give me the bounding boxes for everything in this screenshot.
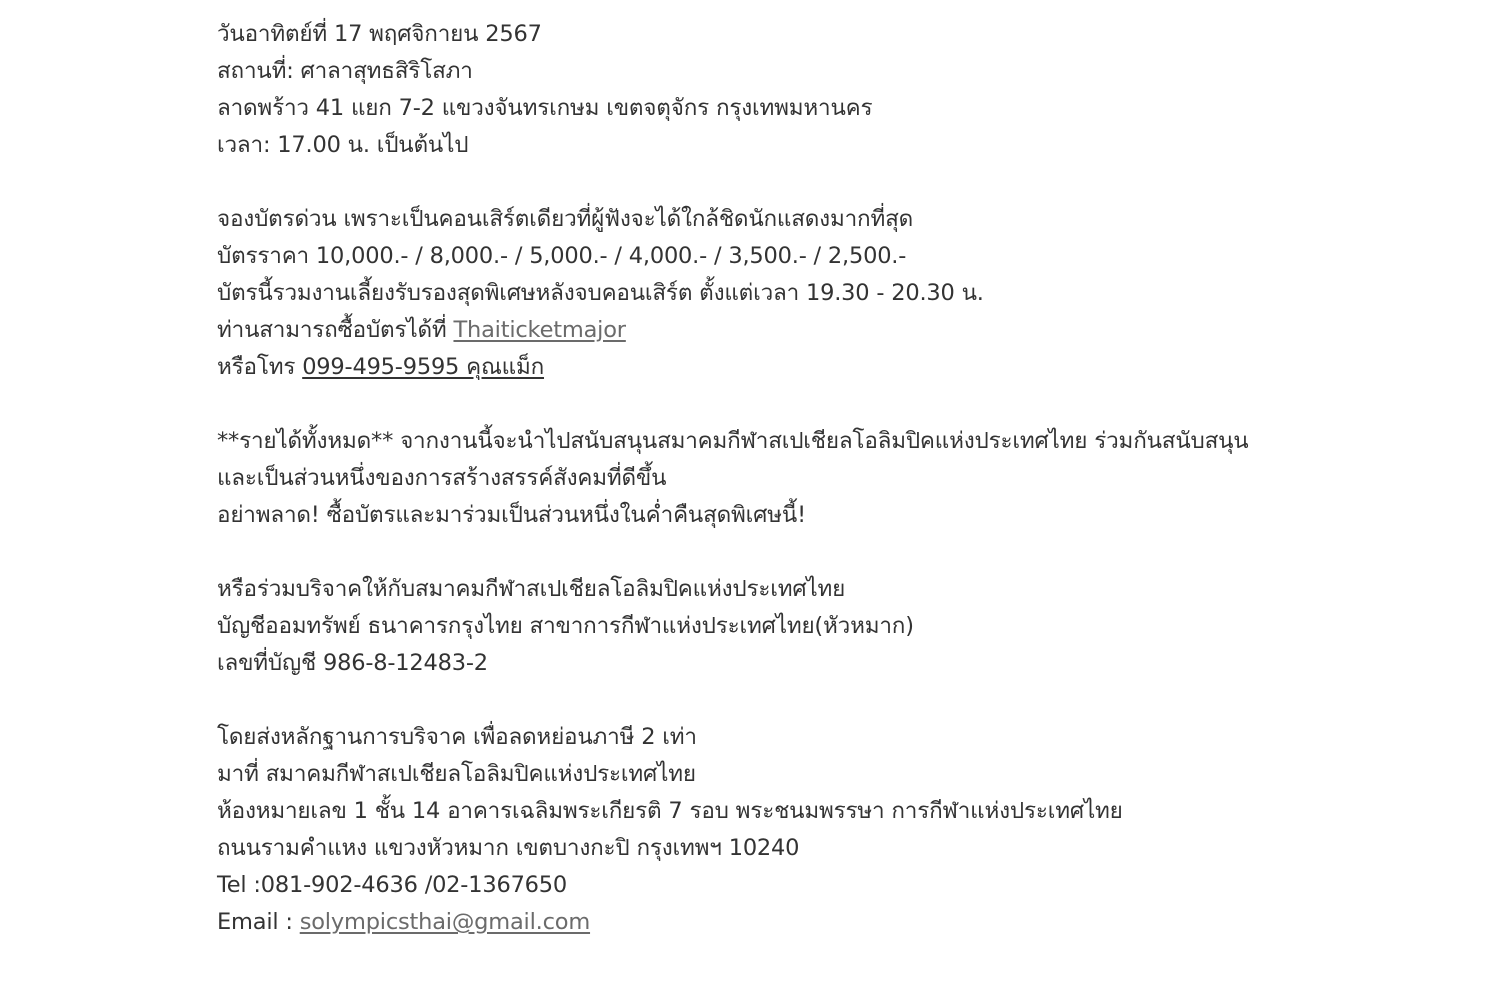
event-time: เวลา: 17.00 น. เป็นต้นไป — [217, 132, 469, 158]
ticket-headline: จองบัตรด่วน เพราะเป็นคอนเสิร์ตเดียวที่ผู้ฟังจะได้ใกล้ชิดนักแสดงมากที่สุด — [217, 206, 914, 232]
donation-line-2: บัญชีออมทรัพย์ ธนาคารกรุงไทย สาขาการกีฬาแห่งประเทศไทย(หัวหมาก) — [217, 613, 914, 639]
receipt-line-4: ถนนรามคำแหง แขวงหัวหมาก เขตบางกะปิ กรุงเทพฯ 10240 — [217, 835, 800, 861]
event-date: วันอาทิตย์ที่ 17 พฤศจิกายน 2567 — [217, 21, 542, 47]
proceeds-line-2: และเป็นส่วนหนึ่งของการสร้างสรรค์สังคมที่ดีขึ้น — [217, 465, 667, 491]
thaiticketmajor-link[interactable]: Thaiticketmajor — [453, 317, 626, 343]
ticket-reception: บัตรนี้รวมงานเลี้ยงรับรองสุดพิเศษหลังจบคอนเสิร์ต ตั้งแต่เวลา 19.30 - 20.30 น. — [217, 280, 984, 306]
article-body — [217, 16, 1487, 978]
event-details — [217, 16, 1487, 164]
proceeds-line-3: อย่าพลาด! ซื้อบัตรและมาร่วมเป็นส่วนหนึ่งในค่ำคืนสุดพิเศษนี้! — [217, 502, 806, 528]
donation-line-1: หรือร่วมบริจาคให้กับสมาคมกีฬาสเปเชียลโอลิมปิคแห่งประเทศไทย — [217, 576, 846, 602]
receipt-line-1: โดยส่งหลักฐานการบริจาค เพื่อลดหย่อนภาษี 2 เท่า — [217, 724, 697, 750]
receipt-line-3: ห้องหมายเลข 1 ชั้น 14 อาคารเฉลิมพระเกียรติ 7 รอบ พระชนมพรรษา การกีฬาแห่งประเทศไทย — [217, 798, 1123, 824]
donation-account-number: เลขที่บัญชี 986-8-12483-2 — [217, 650, 488, 676]
ticket-prices: บัตรราคา 10,000.- / 8,000.- / 5,000.- / 4,000.- / 3,500.- / 2,500.- — [217, 243, 907, 269]
ticket-call-line — [217, 349, 1487, 386]
ticket-info — [217, 201, 1487, 386]
event-address: ลาดพร้าว 41 แยก 7-2 แขวงจันทรเกษม เขตจตุจักร กรุงเทพมหานคร — [217, 95, 873, 121]
contact-email-line — [217, 904, 1487, 941]
ticket-call-prefix: หรือโทร — [217, 354, 303, 380]
ticket-buy-prefix: ท่านสามารถซื้อบัตรได้ที่ — [217, 317, 454, 343]
ticket-buy-line — [217, 312, 1487, 349]
proceeds-line-1: **รายได้ทั้งหมด** จากงานนี้จะนำไปสนับสนุนสมาคมกีฬาสเปเชียลโอลิมปิคแห่งประเทศไทย ร่วมกันสนับสนุน — [217, 428, 1249, 454]
contact-tel: Tel :081-902-4636 /02-1367650 — [217, 872, 568, 898]
proceeds-info — [217, 423, 1487, 534]
phone-link[interactable]: 099-495-9595 คุณแม็ก — [302, 354, 545, 380]
receipt-line-2: มาที่ สมาคมกีฬาสเปเชียลโอลิมปิคแห่งประเทศไทย — [217, 761, 696, 787]
receipt-info — [217, 719, 1487, 941]
email-prefix: Email : — [217, 909, 300, 935]
email-link[interactable]: solympicsthai@gmail.com — [299, 909, 591, 935]
event-venue: สถานที่: ศาลาสุทธสิริโสภา — [217, 58, 473, 84]
donation-info — [217, 571, 1487, 682]
